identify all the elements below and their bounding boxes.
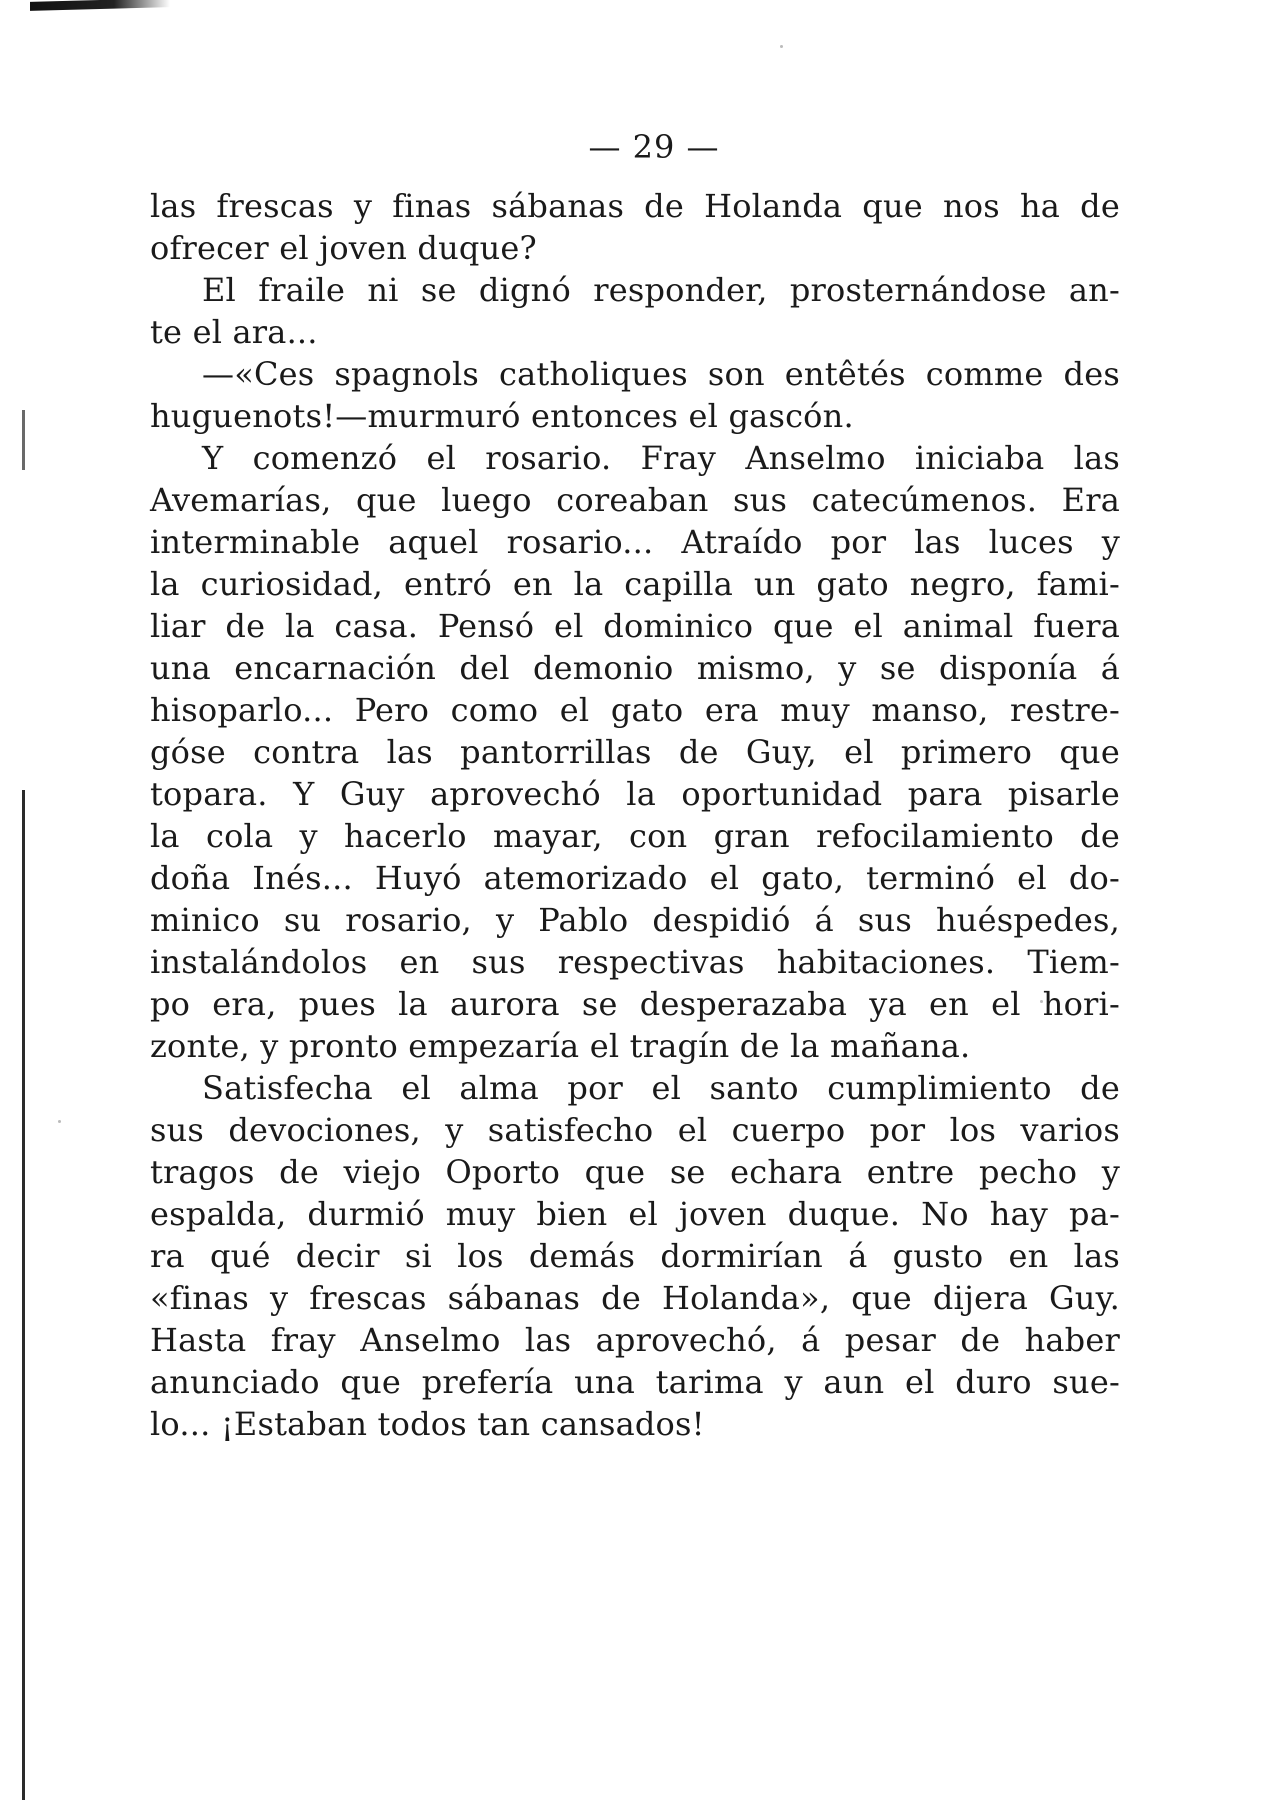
text-line: po era, pues la aurora se desperazaba ya en el hori- xyxy=(150,985,1120,1023)
text-line: te el ara... xyxy=(150,313,318,351)
text-line: «finas y frescas sábanas de Holanda», que dijera Guy. xyxy=(150,1279,1120,1317)
text-line: topara. Y Guy aprovechó la oportunidad para pisarle xyxy=(150,775,1120,813)
text-line: zonte, y pronto empezaría el tragín de la mañana. xyxy=(150,1027,971,1065)
scan-edge-mark xyxy=(30,0,170,11)
text-line: El fraile ni se dignó responder, prosternándose an- xyxy=(202,271,1120,309)
text-line: sus devociones, y satisfecho el cuerpo por los varios xyxy=(150,1111,1120,1149)
text-line: Hasta fray Anselmo las aprovechó, á pesar de haber xyxy=(150,1321,1120,1359)
body-text xyxy=(150,185,1120,1445)
text-line: anunciado que prefería una tarima y aun el duro sue- xyxy=(150,1363,1120,1401)
scan-edge-mark xyxy=(22,790,25,1800)
scan-edge-mark xyxy=(22,410,25,470)
text-line: minico su rosario, y Pablo despidió á sus huéspedes, xyxy=(150,901,1120,939)
text-line: doña Inés... Huyó atemorizado el gato, terminó el do- xyxy=(150,859,1120,897)
text-line: Y comenzó el rosario. Fray Anselmo iniciaba las xyxy=(202,439,1120,477)
text-line: la cola y hacerlo mayar, con gran refocilamiento de xyxy=(150,817,1120,855)
text-line: instalándolos en sus respectivas habitaciones. Tiem- xyxy=(150,943,1120,981)
scan-speck xyxy=(58,1120,61,1123)
text-line: Satisfecha el alma por el santo cumplimiento de xyxy=(202,1069,1120,1107)
text-line: hisoparlo... Pero como el gato era muy manso, restre- xyxy=(150,691,1120,729)
text-line: huguenots!—murmuró entonces el gascón. xyxy=(150,397,854,435)
text-line: la curiosidad, entró en la capilla un gato negro, fami- xyxy=(150,565,1120,603)
scan-speck xyxy=(780,45,783,48)
text-line: ra qué decir si los demás dormirían á gusto en las xyxy=(150,1237,1120,1275)
text-line: ofrecer el joven duque? xyxy=(150,229,537,267)
text-line: tragos de viejo Oporto que se echara entre pecho y xyxy=(150,1153,1120,1191)
text-line: interminable aquel rosario... Atraído por las luces y xyxy=(150,523,1120,561)
text-line: Avemarías, que luego coreaban sus catecúmenos. Era xyxy=(150,481,1120,519)
page-number: — 29 — xyxy=(588,128,720,166)
text-line: espalda, durmió muy bien el joven duque. No hay pa- xyxy=(150,1195,1120,1233)
text-line: góse contra las pantorrillas de Guy, el primero que xyxy=(150,733,1120,771)
text-line: las frescas y finas sábanas de Holanda que nos ha de xyxy=(150,187,1120,225)
text-line: —«Ces spagnols catholiques son entêtés comme des xyxy=(202,355,1120,393)
text-line: lo... ¡Estaban todos tan cansados! xyxy=(150,1405,705,1443)
text-line: una encarnación del demonio mismo, y se disponía á xyxy=(150,649,1120,687)
text-line: liar de la casa. Pensó el dominico que el animal fuera xyxy=(150,607,1120,645)
